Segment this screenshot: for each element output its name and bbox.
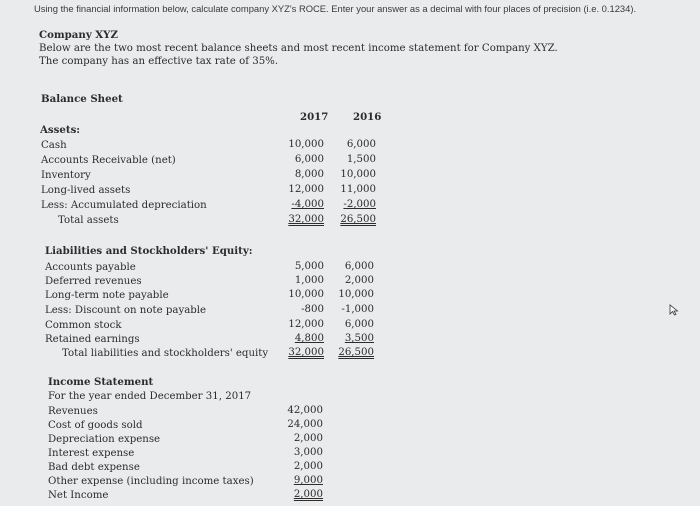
liability-label: Total liabilities and stockholders' equity	[62, 348, 269, 359]
liabilities-header: Liabilities and Stockholders' Equity:	[45, 245, 253, 257]
asset-label: Cash	[41, 140, 67, 151]
asset-value-2017: -4,000	[291, 199, 324, 210]
income-value: 3,000	[293, 447, 323, 458]
liability-value-2017: 32,000	[288, 347, 324, 358]
liability-label: Long-term note payable	[45, 290, 169, 301]
mouse-cursor-icon	[669, 304, 679, 316]
income-statement-title: Income Statement	[48, 376, 154, 388]
asset-value-2017: 12,000	[288, 184, 324, 195]
income-value: 2,000	[293, 489, 323, 500]
year-2017-header: 2017	[300, 111, 329, 123]
question-instruction: Using the financial information below, calculate company XYZ's ROCE. Enter your answer as a decimal with four places of precision (i.e. 0.1234).	[34, 3, 637, 14]
asset-label: Accounts Receivable (net)	[41, 155, 176, 166]
tax-rate-note: The company has an effective tax rate of 35%.	[39, 56, 279, 67]
liability-label: Deferred revenues	[45, 276, 142, 287]
asset-value-2016: 1,500	[346, 154, 376, 165]
income-value: 9,000	[293, 475, 323, 486]
company-title: Company XYZ	[39, 29, 118, 41]
income-label: Depreciation expense	[48, 434, 161, 445]
income-value: 42,000	[287, 405, 323, 416]
asset-label: Inventory	[41, 170, 91, 181]
income-label: Interest expense	[48, 448, 135, 459]
asset-value-2016: 6,000	[346, 139, 376, 150]
liability-label: Common stock	[45, 320, 122, 331]
asset-value-2017: 8,000	[294, 169, 324, 180]
income-statement-period: For the year ended December 31, 2017	[48, 391, 252, 402]
asset-label: Total assets	[58, 215, 119, 226]
liability-value-2016: 6,000	[344, 261, 374, 272]
asset-value-2016: 11,000	[340, 184, 376, 195]
asset-value-2016: 26,500	[340, 214, 376, 225]
income-label: Bad debt expense	[48, 462, 140, 473]
asset-value-2017: 6,000	[294, 154, 324, 165]
liability-value-2017: 1,000	[294, 275, 324, 286]
liability-value-2016: 6,000	[344, 319, 374, 330]
liability-value-2017: 4,800	[294, 333, 324, 344]
liability-value-2017: 5,000	[294, 261, 324, 272]
income-label: Net Income	[48, 490, 109, 501]
liability-value-2016: 10,000	[338, 289, 374, 300]
liability-value-2017: 10,000	[288, 289, 324, 300]
asset-value-2016: -2,000	[343, 199, 376, 210]
income-label: Revenues	[48, 406, 98, 417]
asset-value-2017: 32,000	[288, 214, 324, 225]
income-label: Other expense (including income taxes)	[48, 476, 254, 487]
income-value: 2,000	[293, 433, 323, 444]
liability-label: Retained earnings	[45, 334, 140, 345]
liability-value-2017: 12,000	[288, 319, 324, 330]
assets-header: Assets:	[40, 124, 81, 136]
asset-label: Less: Accumulated depreciation	[41, 200, 207, 211]
liability-value-2017: -800	[301, 304, 324, 315]
liability-value-2016: -1,000	[341, 304, 374, 315]
income-value: 2,000	[293, 461, 323, 472]
liability-label: Accounts payable	[45, 262, 136, 273]
liability-value-2016: 3,500	[344, 333, 374, 344]
income-label: Cost of goods sold	[48, 420, 143, 431]
liability-value-2016: 2,000	[344, 275, 374, 286]
liability-label: Less: Discount on note payable	[45, 305, 207, 316]
income-value: 24,000	[287, 419, 323, 430]
asset-value-2017: 10,000	[288, 139, 324, 150]
balance-sheet-title: Balance Sheet	[41, 93, 123, 105]
year-2016-header: 2016	[353, 111, 382, 123]
asset-label: Long-lived assets	[41, 185, 131, 196]
company-description: Below are the two most recent balance sheets and most recent income statement for Company XYZ.	[39, 43, 558, 54]
liability-value-2016: 26,500	[338, 347, 374, 358]
asset-value-2016: 10,000	[340, 169, 376, 180]
